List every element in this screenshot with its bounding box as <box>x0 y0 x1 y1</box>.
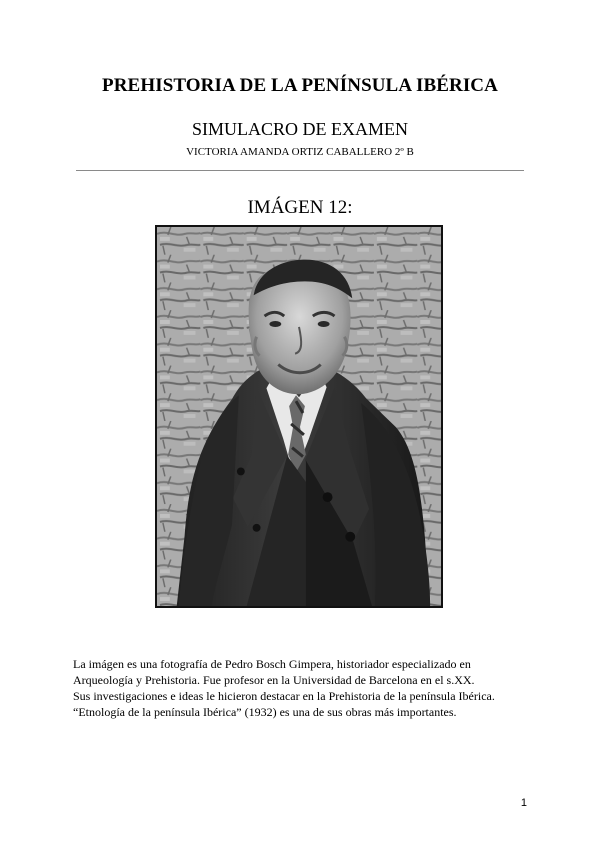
caption-line-1: La imágen es una fotografía de Pedro Bosch Gimpera, historiador especializado en <box>73 657 471 671</box>
caption-line-3: Sus investigaciones e ideas le hicieron destacar en la Prehistoria de la península Ibérica. <box>73 689 495 703</box>
image-caption <box>73 656 533 720</box>
document-title: PREHISTORIA DE LA PENÍNSULA IBÉRICA <box>102 75 498 96</box>
portrait-illustration <box>157 227 441 606</box>
image-heading: IMÁGEN 12: <box>247 197 353 218</box>
document-subtitle: SIMULACRO DE EXAMEN <box>192 119 408 139</box>
caption-line-4: “Etnología de la península Ibérica” (1932) es una de sus obras más importantes. <box>73 705 457 719</box>
historical-portrait-photo <box>155 225 443 608</box>
author-line: VICTORIA AMANDA ORTIZ CABALLERO 2º B <box>186 146 414 158</box>
caption-line-2: Arqueología y Prehistoria. Fue profesor en la Universidad de Barcelona en el s.XX. <box>73 673 475 687</box>
header-divider <box>76 170 524 171</box>
page-number: 1 <box>520 797 527 809</box>
